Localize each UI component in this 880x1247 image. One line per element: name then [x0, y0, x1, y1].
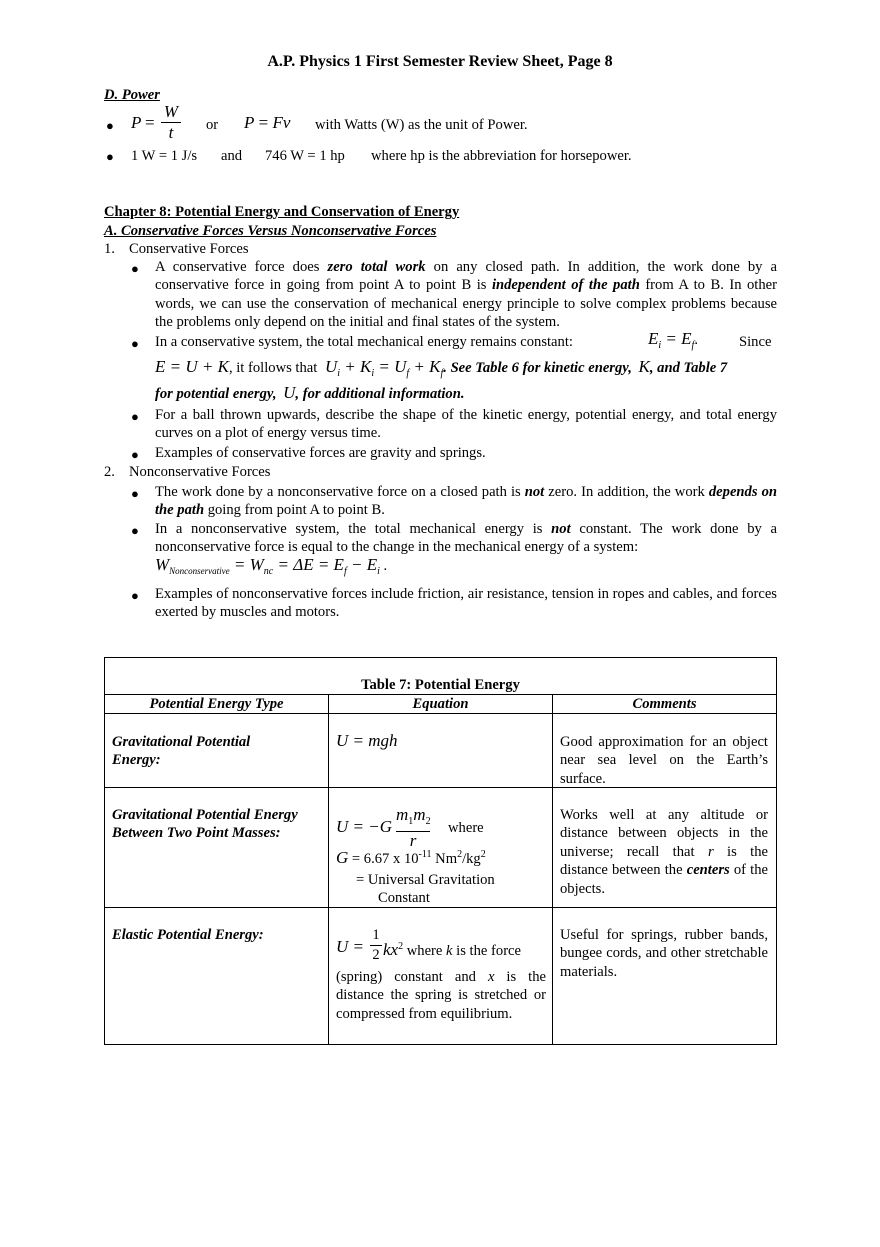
bullet-icon: ●: [131, 486, 139, 501]
table-cell-equation: U = −G $m_1m_2$ r where G = 6.67 x $10^{-11}$ $Nm^2/kg^2$ = Universal Gravitation Constant: [336, 805, 495, 906]
bullet-icon: ●: [131, 261, 139, 276]
conservative-bullet-2-line-2: E = U + K, it follows that $U_i + K_i = U_f + K_f$. See Table 6 for kinetic energy, K, and Table 7: [155, 357, 728, 379]
nonconservative-bullet-2: In a nonconservative system, the total mechanical energy is not constant. The work done by a nonconservative force is equal to the change in the mechanical energy of a system:: [155, 521, 777, 556]
table-cell-comment: Useful for springs, rubber bands, bungee cords, and other stretchable materials.: [560, 927, 768, 980]
item-number: 2.: [104, 464, 115, 480]
conservative-bullet-4: Examples of conservative forces are gravity and springs.: [155, 445, 486, 461]
table-header: Potential Energy Type: [149, 696, 284, 712]
energy-equality-formula: $E_i = E_f$.: [648, 329, 698, 351]
table-cell-type: Elastic Potential Energy:: [112, 927, 264, 943]
table-cell-comment: Works well at any altitude or distance between objects in the universe; recall that r is the distance between the centers of the objects.: [560, 807, 768, 897]
item-nonconservative-forces: Nonconservative Forces: [129, 464, 271, 480]
potential-energy-table: [104, 657, 777, 1045]
bullet-icon: ●: [131, 447, 139, 462]
chapter-heading: Chapter 8: Potential Energy and Conservation of Energy: [104, 204, 460, 220]
nonconservative-work-formula: $W_{Nonconservative} = W_{nc} = \Delta E = E_f - E_i$ .: [155, 555, 388, 577]
fraction-one-half: 1 2: [370, 926, 382, 965]
fraction-w-over-t: W t: [161, 102, 181, 143]
nonconservative-bullet-1: The work done by a nonconservative force on a closed path is not zero. In addition, the work depends on the path going from point A to point B.: [155, 484, 777, 519]
conservative-bullet-2-line-1: In a conservative system, the total mechanical energy remains constant:: [155, 334, 573, 350]
table-header: Comments: [632, 696, 697, 712]
table-header: Equation: [412, 696, 469, 712]
bullet-icon: ●: [131, 523, 139, 538]
bullet-icon: ●: [131, 588, 139, 603]
conservative-bullet-2-line-3: for potential energy, U, for additional information.: [155, 383, 465, 402]
item-number: 1.: [104, 241, 115, 257]
table-cell-comment: Good approximation for an object near sea level on the Earth’s surface.: [560, 734, 768, 787]
nonconservative-bullet-3: Examples of nonconservative forces include friction, air resistance, tension in ropes and cables, and forces exerted by muscles and motors.: [155, 586, 777, 621]
table-cell-equation: U = mgh: [336, 731, 398, 750]
table-column-rule: [552, 694, 553, 1045]
section-a-heading: A. Conservative Forces Versus Nonconservative Forces: [104, 223, 437, 239]
conservative-bullet-1: A conservative force does zero total work on any closed path. In addition, the work done by a conservative force in going from point A to point B is independent of the path from A to B. In other words, we can use the conservation of mechanical energy principle to solve complex problems because the problems only depend on the initial and final states of the system.: [155, 259, 778, 331]
table-cell-type: Gravitational Potential Energy Between Two Point Masses:: [112, 807, 298, 842]
bullet-icon: ●: [131, 336, 139, 351]
table-cell-equation: U = 1 2 $kx^2$ where k is the force (spring) constant and x is the distance the spring is stretched or compressed from equilibrium.: [336, 927, 546, 1022]
fraction-m1m2-over-r: $m_1m_2$ r: [396, 805, 431, 850]
table-column-rule: [328, 694, 329, 1045]
bullet-icon: ●: [131, 409, 139, 424]
document-page: A.P. Physics 1 First Semester Review Sheet, Page 8 D. Power ● P = W t or P = Fv with Watts (W) as the unit of Power. ● 1 W = 1 J/s and 746 W = 1 hp where hp is the abbreviation for horsepower. Chapter 8: Potential Energy and Conservation of Energy A. Conservative Forces Versus Nonconservative Forces 1. Conservative Forces ● A conservative force does zero total work on any closed path. In addition, the work done by a conservative force in going from point A to point B is independent of the path from A to B. In other words, we can use the conservation of mechanical energy principle to solve complex problems because the problems only depend on the initial and final states of the system. ● In a conservative system, the total mechanical energy remains constant: $E_i = E_f$. Since E = U + K, it follows that $U_i + K_i = U_f + K_f$. See Table 6 for kinetic energy, K, and Table 7 for potential energy, U, for additional information. ● For a ball thrown upwards, describe the shape of the kinetic energy, potential energy, and total energy curves on a plot of energy versus time. ● Examples of conservative forces are gravity and springs. 2. Nonconservative Forces ● The work done by a nonconservative force on a closed path is not zero. In addition, the work depends on the path going from point A to point B. ● In a nonconservative system, the total mechanical energy is not constant. The work done by a nonconservative force is equal to the change in the mechanical energy of a system: $W_{Nonconservative} = W_{nc} = \Delta E = E_f - E_i$ . ● Examples of nonconservative forces include friction, air resistance, tension in ropes and cables, and forces exerted by muscles and motors. Table 7: Potential Energy Potential Energy Type Equation Comments Gravitational Potential Energy: U = mgh Good approximation for an object near sea level on the Earth’s surface. Gravitational Potential Energy Between Two Point Masses: U = −G $m_1m_2$ r where G = 6.67 x $10^{-11}$ $Nm^2/kg^2$ = Universal Gravitation Constant Works well at any altitude or distance between objects in the universe; recall that r is the distance between the centers of the objects. Elastic Potential Energy: U = 1 2 $kx^2$ where k is the force (spring) constant and x is the distance the spring is stretched or compressed from equilibrium. Useful for springs, rubber bands, bungee cords, and other stretchable materials.: [0, 0, 880, 1247]
table-rule: [105, 907, 776, 908]
table-cell-type: Gravitational Potential Energy:: [112, 734, 251, 769]
item-conservative-forces: Conservative Forces: [129, 241, 249, 257]
bullet-icon: ●: [106, 149, 114, 164]
bullet-icon: ●: [106, 118, 114, 133]
conservative-bullet-3: For a ball thrown upwards, describe the shape of the kinetic energy, potential energy, and total energy curves on a plot of energy versus time.: [155, 407, 777, 442]
table-caption: Table 7: Potential Energy: [361, 677, 520, 693]
section-power-heading: D. Power: [104, 87, 160, 103]
page-title: A.P. Physics 1 First Semester Review Sheet, Page 8: [267, 53, 613, 70]
since-word: Since: [739, 334, 772, 350]
